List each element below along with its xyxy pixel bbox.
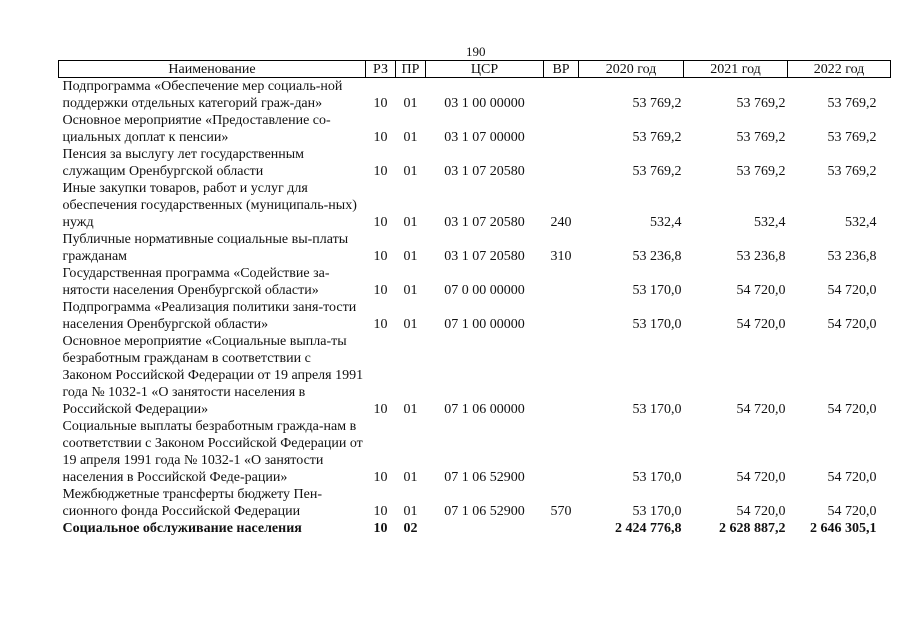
cell-csr bbox=[426, 520, 544, 537]
cell-pr: 01 bbox=[403, 283, 418, 298]
table-row bbox=[59, 265, 891, 299]
cell-vr bbox=[544, 146, 579, 180]
table-row bbox=[59, 78, 891, 113]
cell-name: Социальные выплаты безработным гражда-нам в соответствии с Законом Российской Федерации от 19 апреля 1991 года № 1032-1 «О занятости населения в Российской Феде-рации» bbox=[62, 419, 363, 485]
cell-y2022: 532,4 bbox=[845, 215, 877, 230]
cell-y2022: 54 720,0 bbox=[827, 283, 877, 298]
table-row bbox=[59, 231, 891, 265]
cell-name: Межбюджетные трансферты бюджету Пен-сионного фонда Российской Федерации bbox=[62, 487, 323, 519]
cell-y2021: 54 720,0 bbox=[736, 283, 786, 298]
cell-csr: 03 1 07 20580 bbox=[444, 164, 525, 179]
cell-vr: 310 bbox=[550, 249, 572, 264]
header-vr: ВР bbox=[544, 61, 579, 78]
table-row bbox=[59, 299, 891, 333]
cell-y2020: 53 170,0 bbox=[632, 402, 682, 417]
cell-y2022: 53 769,2 bbox=[827, 164, 877, 179]
cell-y2021: 53 236,8 bbox=[736, 249, 786, 264]
table-row-total bbox=[59, 520, 891, 537]
header-csr: ЦСР bbox=[426, 61, 544, 78]
cell-y2021: 54 720,0 bbox=[736, 317, 786, 332]
cell-rz: 10 bbox=[373, 504, 388, 519]
cell-vr: 570 bbox=[550, 504, 572, 519]
cell-csr: 03 1 00 00000 bbox=[444, 96, 525, 111]
cell-name: Основное мероприятие «Социальные выпла-ты безработным гражданам в соответствии с Законом Российской Федерации от 19 апреля 1991 года № 1032-1 «О занятости населения в Российской Федерации» bbox=[62, 334, 364, 417]
cell-pr: 01 bbox=[403, 215, 418, 230]
cell-y2020: 532,4 bbox=[650, 215, 682, 230]
budget-table bbox=[58, 60, 891, 537]
cell-vr bbox=[544, 333, 579, 418]
header-rz: РЗ bbox=[366, 61, 396, 78]
cell-y2021: 2 628 887,2 bbox=[719, 521, 786, 536]
cell-rz: 10 bbox=[373, 521, 388, 536]
cell-rz: 10 bbox=[373, 164, 388, 179]
cell-y2022: 2 646 305,1 bbox=[810, 521, 877, 536]
cell-csr: 03 1 07 00000 bbox=[444, 130, 525, 145]
cell-y2020: 53 769,2 bbox=[632, 130, 682, 145]
cell-rz: 10 bbox=[373, 249, 388, 264]
cell-y2021: 53 769,2 bbox=[736, 130, 786, 145]
cell-csr: 03 1 07 20580 bbox=[444, 215, 525, 230]
cell-y2022: 53 769,2 bbox=[827, 130, 877, 145]
cell-csr: 07 1 06 00000 bbox=[444, 402, 525, 417]
cell-name: Пенсия за выслугу лет государственным служащим Оренбургской области bbox=[62, 147, 305, 179]
cell-rz: 10 bbox=[373, 470, 388, 485]
cell-y2022: 54 720,0 bbox=[827, 470, 877, 485]
cell-csr: 07 1 06 52900 bbox=[444, 470, 525, 485]
cell-rz: 10 bbox=[373, 96, 388, 111]
cell-rz: 10 bbox=[373, 283, 388, 298]
header-pr: ПР bbox=[396, 61, 426, 78]
cell-y2020: 53 170,0 bbox=[632, 317, 682, 332]
cell-y2021: 53 769,2 bbox=[736, 164, 786, 179]
cell-y2021: 54 720,0 bbox=[736, 470, 786, 485]
header-2021: 2021 год bbox=[684, 61, 788, 78]
cell-y2020: 53 170,0 bbox=[632, 283, 682, 298]
cell-pr: 02 bbox=[403, 521, 418, 536]
cell-y2021: 53 769,2 bbox=[736, 96, 786, 111]
cell-csr: 07 1 06 52900 bbox=[444, 504, 525, 519]
cell-y2022: 54 720,0 bbox=[827, 317, 877, 332]
cell-y2022: 54 720,0 bbox=[827, 504, 877, 519]
table-row bbox=[59, 486, 891, 520]
cell-name: Иные закупки товаров, работ и услуг для обеспечения государственных (муниципаль-ных) нужд bbox=[62, 181, 357, 230]
cell-y2020: 53 170,0 bbox=[632, 470, 682, 485]
cell-y2022: 53 236,8 bbox=[827, 249, 877, 264]
cell-y2020: 53 236,8 bbox=[632, 249, 682, 264]
cell-y2022: 53 769,2 bbox=[827, 96, 877, 111]
cell-name: Государственная программа «Содействие за-нятости населения Оренбургской области» bbox=[62, 266, 330, 298]
cell-rz: 10 bbox=[373, 215, 388, 230]
cell-pr: 01 bbox=[403, 249, 418, 264]
table-row bbox=[59, 333, 891, 418]
cell-vr bbox=[544, 78, 579, 113]
cell-y2021: 54 720,0 bbox=[736, 504, 786, 519]
cell-y2022: 54 720,0 bbox=[827, 402, 877, 417]
header-name: Наименование bbox=[59, 61, 366, 78]
cell-rz: 10 bbox=[373, 402, 388, 417]
page-number: 190 bbox=[466, 44, 486, 59]
cell-rz: 10 bbox=[373, 130, 388, 145]
cell-name: Подпрограмма «Обеспечение мер социаль-ной поддержки отдельных категорий граж-дан» bbox=[62, 79, 343, 111]
table-row bbox=[59, 418, 891, 486]
cell-csr: 07 0 00 00000 bbox=[444, 283, 525, 298]
cell-pr: 01 bbox=[403, 164, 418, 179]
cell-y2020: 53 769,2 bbox=[632, 164, 682, 179]
cell-name: Публичные нормативные социальные вы-платы гражданам bbox=[62, 232, 349, 264]
table-header-row bbox=[59, 61, 891, 78]
cell-y2021: 54 720,0 bbox=[736, 402, 786, 417]
cell-pr: 01 bbox=[403, 130, 418, 145]
table-row bbox=[59, 180, 891, 231]
table-row bbox=[59, 146, 891, 180]
cell-pr: 01 bbox=[403, 470, 418, 485]
header-2022: 2022 год bbox=[788, 61, 891, 78]
cell-name: Подпрограмма «Реализация политики заня-тости населения Оренбургской области» bbox=[62, 300, 357, 332]
cell-vr: 240 bbox=[550, 215, 572, 230]
cell-y2021: 532,4 bbox=[754, 215, 786, 230]
cell-vr bbox=[544, 520, 579, 537]
cell-y2020: 53 170,0 bbox=[632, 504, 682, 519]
cell-vr bbox=[544, 299, 579, 333]
cell-vr bbox=[544, 265, 579, 299]
cell-rz: 10 bbox=[373, 317, 388, 332]
cell-pr: 01 bbox=[403, 504, 418, 519]
header-2020: 2020 год bbox=[579, 61, 684, 78]
cell-name: Основное мероприятие «Предоставление со-циальных доплат к пенсии» bbox=[62, 113, 331, 145]
cell-y2020: 2 424 776,8 bbox=[615, 521, 682, 536]
table-row bbox=[59, 112, 891, 146]
cell-y2020: 53 769,2 bbox=[632, 96, 682, 111]
cell-vr bbox=[544, 112, 579, 146]
cell-pr: 01 bbox=[403, 317, 418, 332]
cell-pr: 01 bbox=[403, 402, 418, 417]
cell-csr: 07 1 00 00000 bbox=[444, 317, 525, 332]
cell-csr: 03 1 07 20580 bbox=[444, 249, 525, 264]
cell-name: Социальное обслуживание населения bbox=[62, 521, 302, 536]
table-body bbox=[59, 78, 891, 538]
cell-pr: 01 bbox=[403, 96, 418, 111]
cell-vr bbox=[544, 418, 579, 486]
